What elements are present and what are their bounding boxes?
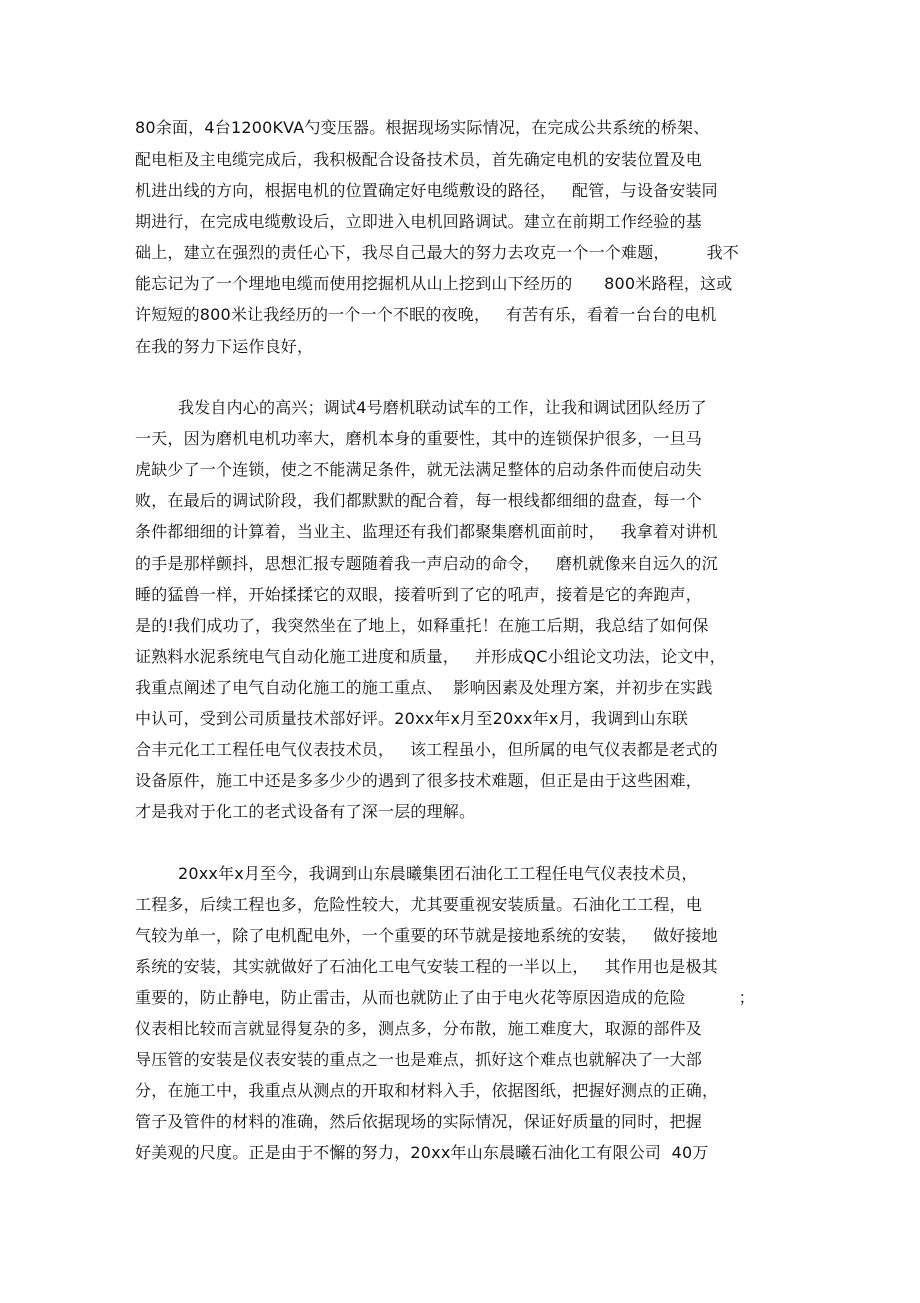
text-line: 我发自内心的高兴；调试4号磨机联动试车的工作，让我和调试团队经历了 xyxy=(178,398,707,417)
text-line: 才是我对于化工的老式设备有了深一层的理解。 xyxy=(135,802,476,821)
text-line: 管子及管件的材料的准确，然后依据现场的实际情况，保证好质量的同时，把握 xyxy=(135,1112,703,1131)
text-line: 我重点阐述了电气自动化施工的施工重点、 影响因素及处理方案，并初步在实践 xyxy=(135,678,713,697)
text-line: 是的!我们成功了，我突然坐在了地上，如释重托！在施工后期，我总结了如何保 xyxy=(135,616,709,635)
text-line: 一天，因为磨机电机功率大，磨机本身的重要性，其中的连锁保护很多，一旦马 xyxy=(135,429,703,448)
text-line: 许短短的800米让我经历的一个一个不眠的夜晚， 有苦有乐，看着一台台的电机 xyxy=(135,305,717,324)
text-line: 设备原件，施工中还是多多少少的遇到了很多技术难题，但正是由于这些困难， xyxy=(135,771,703,790)
text-line: 重要的，防止静电，防止雷击，从而也就防止了由于电火花等原因造成的危险 ； xyxy=(135,988,755,1007)
text-line: 在我的努力下运作良好， xyxy=(135,337,314,356)
text-line: 系统的安装，其实就做好了石油化工电气安装工程的一半以上， 其作用也是极其 xyxy=(135,957,718,976)
text-line: 仪表相比较而言就显得复杂的多，测点多，分布散，施工难度大，取源的部件及 xyxy=(135,1019,703,1038)
text-line: 的手是那样颤抖，思想汇报专题随着我一声启动的命令， 磨机就像来自远久的沉 xyxy=(135,554,718,573)
text-line: 机进出线的方向，根据电机的位置确定好电缆敷设的路径， 配管，与设备安装同 xyxy=(135,181,718,200)
text-line: 条件都细细的计算着，当业主、监理还有我们都聚集磨机面前时， 我拿着对讲机 xyxy=(135,522,718,541)
text-line: 败，在最后的调试阶段，我们都默默的配合着，每一根线都细细的盘查，每一个 xyxy=(135,491,703,510)
text-line: 工程多，后续工程也多，危险性较大，尤其要重视安装质量。石油化工工程，电 xyxy=(135,895,703,914)
text-line: 合丰元化工工程任电气仪表技术员， 该工程虽小，但所属的电气仪表都是老式的 xyxy=(135,740,718,759)
text-line: 睡的猛兽一样，开始揉揉它的双眼，接着听到了它的吼声，接着是它的奔跑声， xyxy=(135,585,703,604)
text-line: 导压管的安装是仪表安装的重点之一也是难点，抓好这个难点也就解决了一大部 xyxy=(135,1050,703,1069)
text-line: 配电柜及主电缆完成后，我积极配合设备技术员，首先确定电机的安装位置及电 xyxy=(135,150,703,169)
text-line: 80余面，4台1200KVA勺变压器。根据现场实际情况，在完成公共系统的桥架、 xyxy=(135,118,710,137)
text-line: 能忘记为了一个埋地电缆而使用挖掘机从山上挖到山下经历的 800米路程，这或 xyxy=(135,274,733,293)
text-line: 期进行，在完成电缆敷设后，立即进入电机回路调试。建立在前期工作经验的基 xyxy=(135,212,703,231)
text-line: 础上，建立在强烈的责任心下，我尽自己最大的努力去攻克一个一个难题， 我不 xyxy=(135,243,740,262)
text-line: 虎缺少了一个连锁，使之不能满足条件，就无法满足整体的启动条件而使启动失 xyxy=(135,460,703,479)
text-line: 证熟料水泥系统电气自动化施工进度和质量， 并形成QC小组论文功法，论文中， xyxy=(135,647,726,666)
text-line: 气较为单一，除了电机配电外，一个重要的环节就是接地系统的安装， 做好接地 xyxy=(135,926,718,945)
text-line: 中认可，受到公司质量技术部好评。20xx年x月至20xx年x月，我调到山东联 xyxy=(135,709,689,728)
text-line: 20xx年x月至今，我调到山东晨曦集团石油化工工程任电气仪表技术员， xyxy=(178,864,698,883)
text-line: 好美观的尺度。正是由于不懈的努力，20xx年山东晨曦石油化工有限公司 40万 xyxy=(135,1143,709,1162)
text-line: 分，在施工中，我重点从测点的开取和材料入手，依据图纸，把握好测点的正确， xyxy=(135,1081,719,1100)
